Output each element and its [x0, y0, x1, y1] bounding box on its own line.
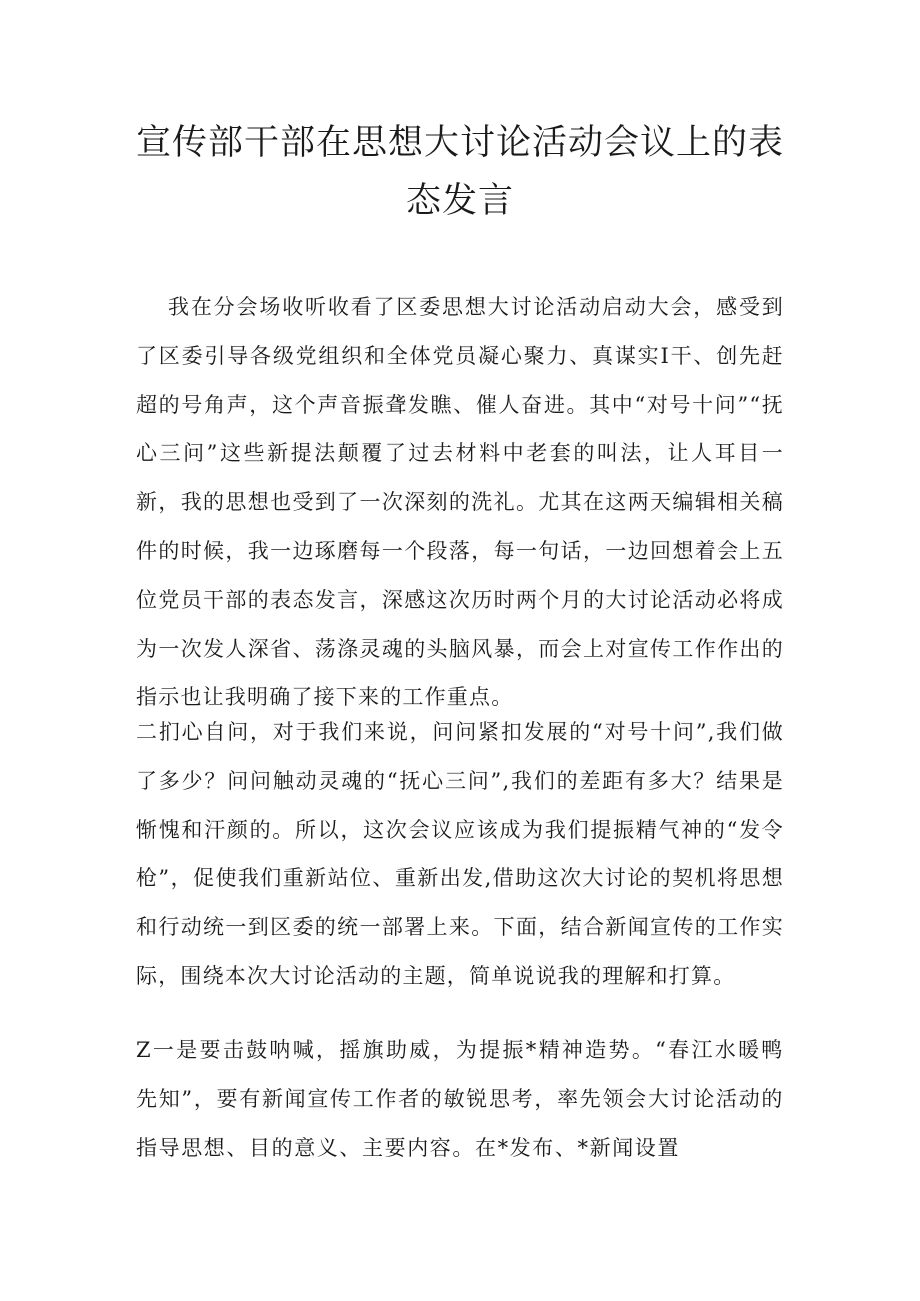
paragraph-1: 我在分会场收听收看了区委思想大讨论活动启动大会，感受到了区委引导各级党组织和全体党员凝心聚力、真谋实I干、创先赶超的号角声，这个声音振聋发瞧、催人奋进。其中“对号十问”“抚心三问”这些新提法颠覆了过去材料中老套的叫法，让人耳目一新，我的思想也受到了一次深刻的洗礼。尤其在这两天编辑相关稿件的时候，我一边琢磨每一个段落，每一句话，一边回想着会上五位党员干部的表态发言，深感这次历时两个月的大讨论活动必将成为一次发人深省、荡涤灵魂的头脑风暴，而会上对宣传工作作出的指示也让我明确了接下来的工作重点。 — [136, 295, 784, 710]
paragraph-3: Z一是要击鼓呐喊，摇旗助威，为提振*精神造势。“春江水暖鸭先知”，要有新闻宣传工作者的敏锐思考，率先领会大讨论活动的指导思想、目的意义、主要内容。在*发布、*新闻设置 — [136, 1038, 784, 1160]
paragraph-2: 二扪心自问，对于我们来说，问问紧扣发展的“对号十问”,我们做了多少？问问触动灵魂的“抚心三问”,我们的差距有多大？结果是惭愧和汗颜的。所以，这次会议应该成为我们提振精气神的“发令枪”，促使我们重新站位、重新出发,借助这次大讨论的契机将思想和行动统一到区委的统一部署上来。下面，结合新闻宣传的工作实际，围绕本次大讨论活动的主题，简单说说我的理解和打算。 — [136, 720, 784, 988]
document-title: 宣传部干部在思想大讨论活动会议上的表态发言 — [136, 123, 785, 221]
